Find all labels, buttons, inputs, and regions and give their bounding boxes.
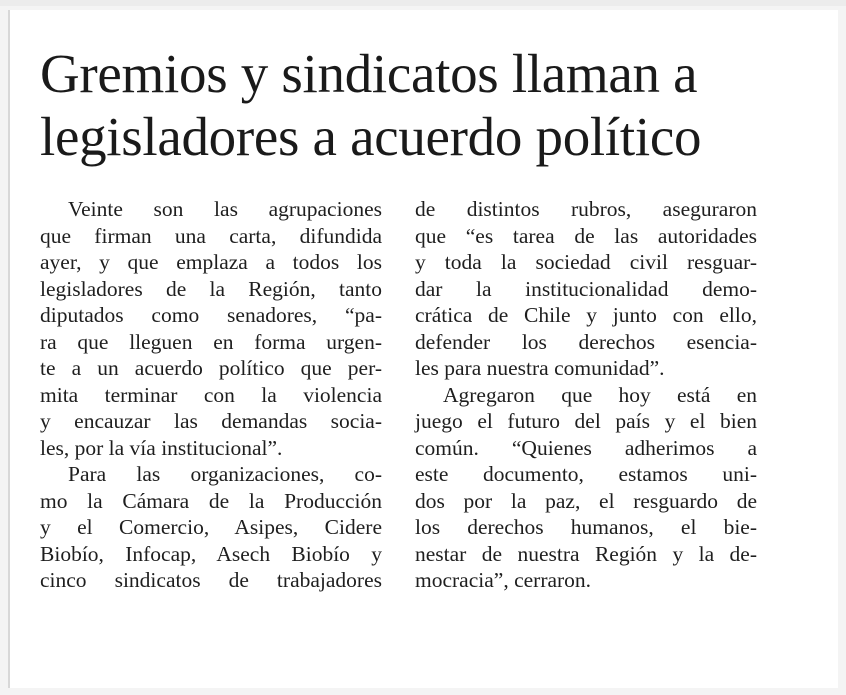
page-top-edge bbox=[0, 0, 846, 6]
text-line: defender los derechos esencia- bbox=[415, 329, 757, 354]
text-line: Biobío, Infocap, Asech Biobío y bbox=[40, 541, 382, 566]
text-line: dos por la paz, el resguardo de bbox=[415, 488, 757, 513]
text-line: ra que lleguen en forma urgen- bbox=[40, 329, 382, 354]
text-line: mita terminar con la violencia bbox=[40, 382, 382, 407]
text-line: nestar de nuestra Región y la de- bbox=[415, 541, 757, 566]
headline-line: Gremios y sindicatos llaman a bbox=[40, 43, 698, 104]
text-line: común. “Quienes adherimos a bbox=[415, 435, 757, 460]
text-line: este documento, estamos uni- bbox=[415, 462, 757, 486]
text-line: y toda la sociedad civil resguar- bbox=[415, 250, 757, 274]
article-column-right bbox=[415, 196, 757, 594]
headline-line: legisladores a acuerdo político bbox=[40, 106, 702, 167]
text-line: de distintos rubros, aseguraron bbox=[415, 197, 757, 221]
text-line: cinco sindicatos de trabajadores bbox=[40, 568, 382, 592]
text-line: legisladores de la Región, tanto bbox=[40, 276, 382, 301]
text-line: juego el futuro del país y el bien bbox=[415, 409, 757, 433]
text-line: Veinte son las agrupaciones bbox=[68, 197, 382, 221]
article-column-left bbox=[40, 196, 382, 594]
text-line: que “es tarea de las autoridades bbox=[415, 223, 757, 248]
text-line: diputados como senadores, “pa- bbox=[40, 303, 382, 327]
text-line: te a un acuerdo político que per- bbox=[40, 356, 382, 380]
article-headline bbox=[40, 42, 800, 168]
text-line: mocracia”, cerraron. bbox=[415, 568, 592, 592]
text-line: que firman una carta, difundida bbox=[40, 223, 382, 248]
text-line: les, por la vía institucional”. bbox=[40, 435, 283, 460]
text-line: ayer, y que emplaza a todos los bbox=[40, 250, 382, 274]
text-line: y encauzar las demandas socia- bbox=[40, 409, 382, 433]
text-line: mo la Cámara de la Producción bbox=[40, 488, 382, 513]
text-line: Para las organizaciones, co- bbox=[68, 462, 382, 486]
text-line: dar la institucionalidad demo- bbox=[415, 276, 757, 301]
text-line: Agregaron que hoy está en bbox=[443, 382, 757, 407]
text-line: y el Comercio, Asipes, Cidere bbox=[40, 515, 382, 539]
text-line: los derechos humanos, el bie- bbox=[415, 515, 757, 539]
text-line: crática de Chile y junto con ello, bbox=[415, 303, 757, 327]
text-line: les para nuestra comunidad”. bbox=[415, 356, 665, 380]
